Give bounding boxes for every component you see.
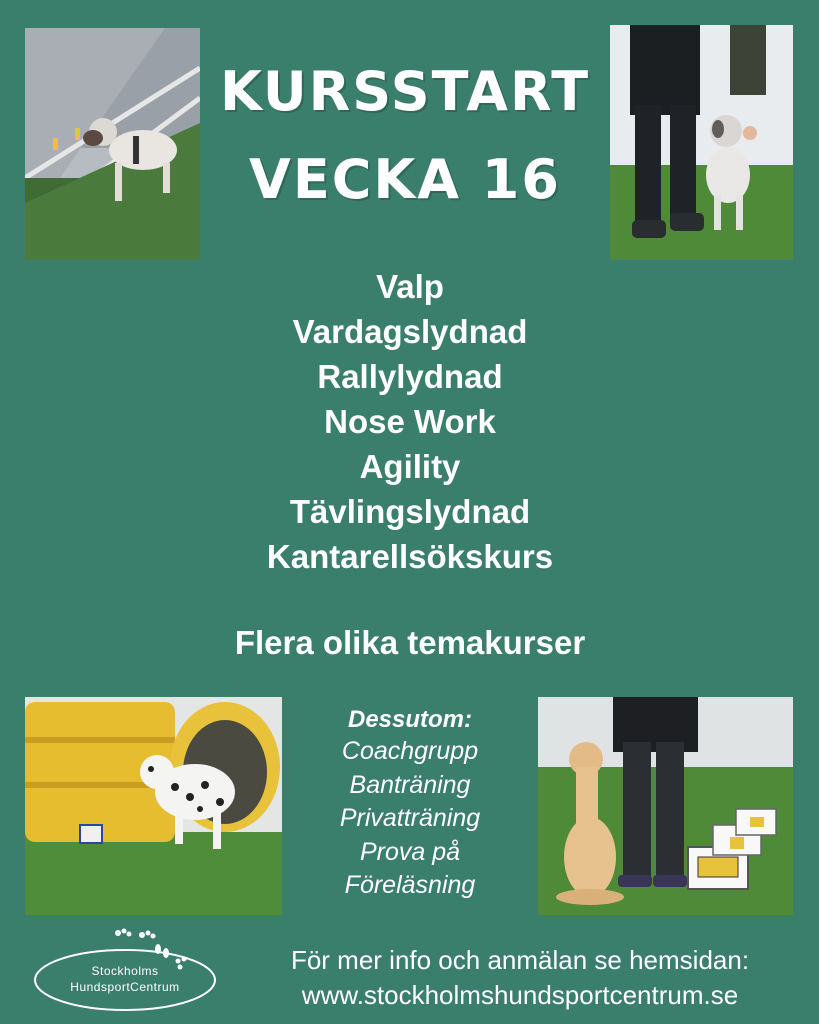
course-item: Agility: [359, 448, 461, 485]
course-list: [150, 264, 670, 579]
title-vecka: VECKA 16: [249, 148, 561, 211]
course-item: Valp: [376, 268, 444, 305]
extras-item: Privatträning: [339, 804, 481, 832]
photo-poodle-sniffing-wall: [25, 28, 200, 260]
photo-dalmatian-exiting-tunnel: [25, 697, 282, 915]
footer-website-link[interactable]: www.stockholmshundsportcentrum.se: [301, 980, 739, 1010]
course-item: Nose Work: [324, 403, 496, 440]
theme-courses-text: Flera olika temakurser: [234, 624, 586, 661]
title-kursstart: KURSSTART: [219, 60, 591, 123]
logo-text-line1: Stockholms: [91, 964, 159, 978]
course-item: Kantarellsökskurs: [266, 538, 554, 575]
extras-list: [290, 705, 530, 903]
extras-item: Prova på: [359, 837, 461, 866]
logo: [30, 925, 220, 1015]
extras-heading: Dessutom:: [347, 706, 473, 733]
footer-info-text: För mer info och anmälan se hemsidan:: [290, 945, 750, 975]
course-item: Rallylydnad: [317, 358, 503, 395]
course-item: Vardagslydnad: [292, 313, 528, 350]
photo-dog-walking-with-handler: [610, 25, 793, 260]
extras-item: Coachgrupp: [341, 737, 479, 765]
course-item: Tävlingslydnad: [289, 493, 531, 530]
logo-text-line2: HundsportCentrum: [70, 980, 180, 994]
photo-dog-sitting-rally-signs: [538, 697, 793, 915]
extras-item: Banträning: [349, 770, 471, 799]
extras-item: Föreläsning: [344, 871, 476, 899]
